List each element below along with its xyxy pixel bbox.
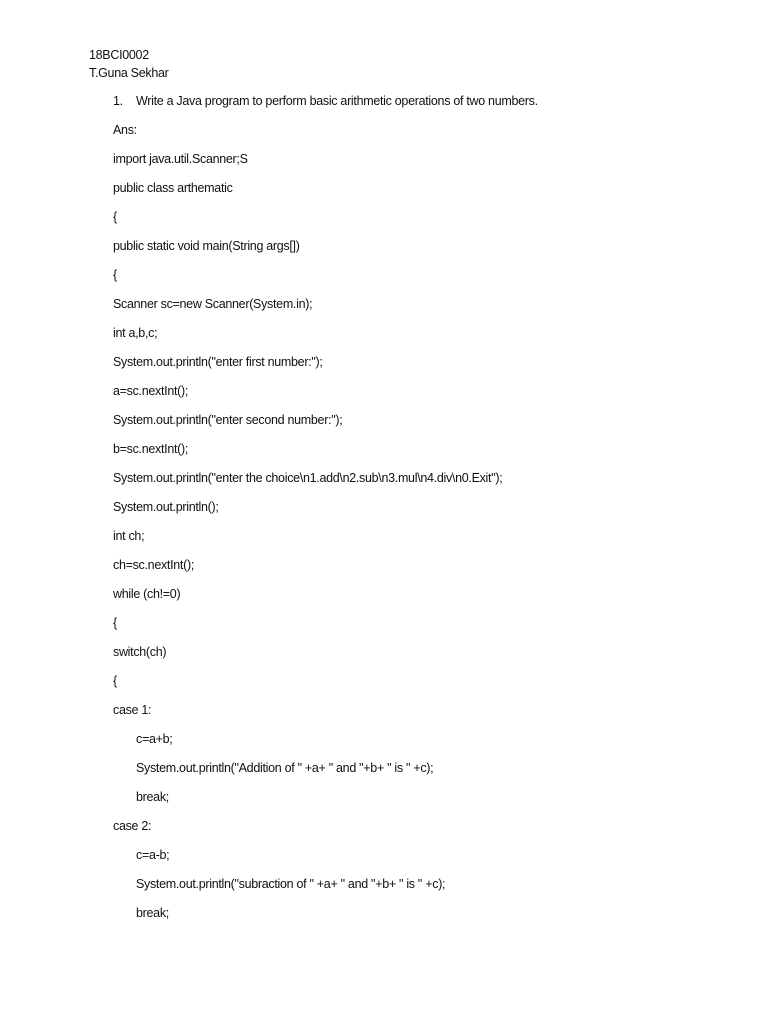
code-line: System.out.println("enter the choice\n1.add\n2.sub\n3.mul\n4.div\n0.Exit"); bbox=[113, 471, 503, 485]
code-line: case 1: bbox=[113, 703, 152, 717]
code-line: System.out.println("Addition of " +a+ " and "+b+ " is " +c); bbox=[136, 761, 434, 775]
code-line: int ch; bbox=[113, 529, 145, 543]
code-line: public class arthematic bbox=[113, 181, 233, 195]
student-name: T.Guna Sekhar bbox=[89, 66, 169, 80]
code-line: System.out.println("enter first number:"); bbox=[113, 355, 323, 369]
code-line: import java.util.Scanner;S bbox=[113, 152, 248, 166]
code-line: System.out.println("enter second number:"); bbox=[113, 413, 343, 427]
code-line: c=a-b; bbox=[136, 848, 170, 862]
code-line: ch=sc.nextInt(); bbox=[113, 558, 194, 572]
code-line: switch(ch) bbox=[113, 645, 167, 659]
code-line: Scanner sc=new Scanner(System.in); bbox=[113, 297, 313, 311]
code-line: int a,b,c; bbox=[113, 326, 158, 340]
code-line: System.out.println(); bbox=[113, 500, 219, 514]
code-line: case 2: bbox=[113, 819, 152, 833]
code-line: break; bbox=[136, 906, 169, 920]
code-line: System.out.println("subraction of " +a+ " and "+b+ " is " +c); bbox=[136, 877, 446, 891]
code-line: { bbox=[113, 210, 117, 224]
question-text: Write a Java program to perform basic arithmetic operations of two numbers. bbox=[136, 94, 538, 108]
code-line: break; bbox=[136, 790, 169, 804]
code-line: b=sc.nextInt(); bbox=[113, 442, 189, 456]
code-line: a=sc.nextInt(); bbox=[113, 384, 189, 398]
code-line: { bbox=[113, 674, 117, 688]
code-line: while (ch!=0) bbox=[113, 587, 181, 601]
code-line: { bbox=[113, 616, 117, 630]
answer-label: Ans: bbox=[113, 123, 137, 137]
student-id: 18BCI0002 bbox=[89, 48, 149, 62]
code-line: public static void main(String args[]) bbox=[113, 239, 300, 253]
code-line: { bbox=[113, 268, 117, 282]
question-number: 1. bbox=[113, 94, 123, 108]
code-line: c=a+b; bbox=[136, 732, 173, 746]
